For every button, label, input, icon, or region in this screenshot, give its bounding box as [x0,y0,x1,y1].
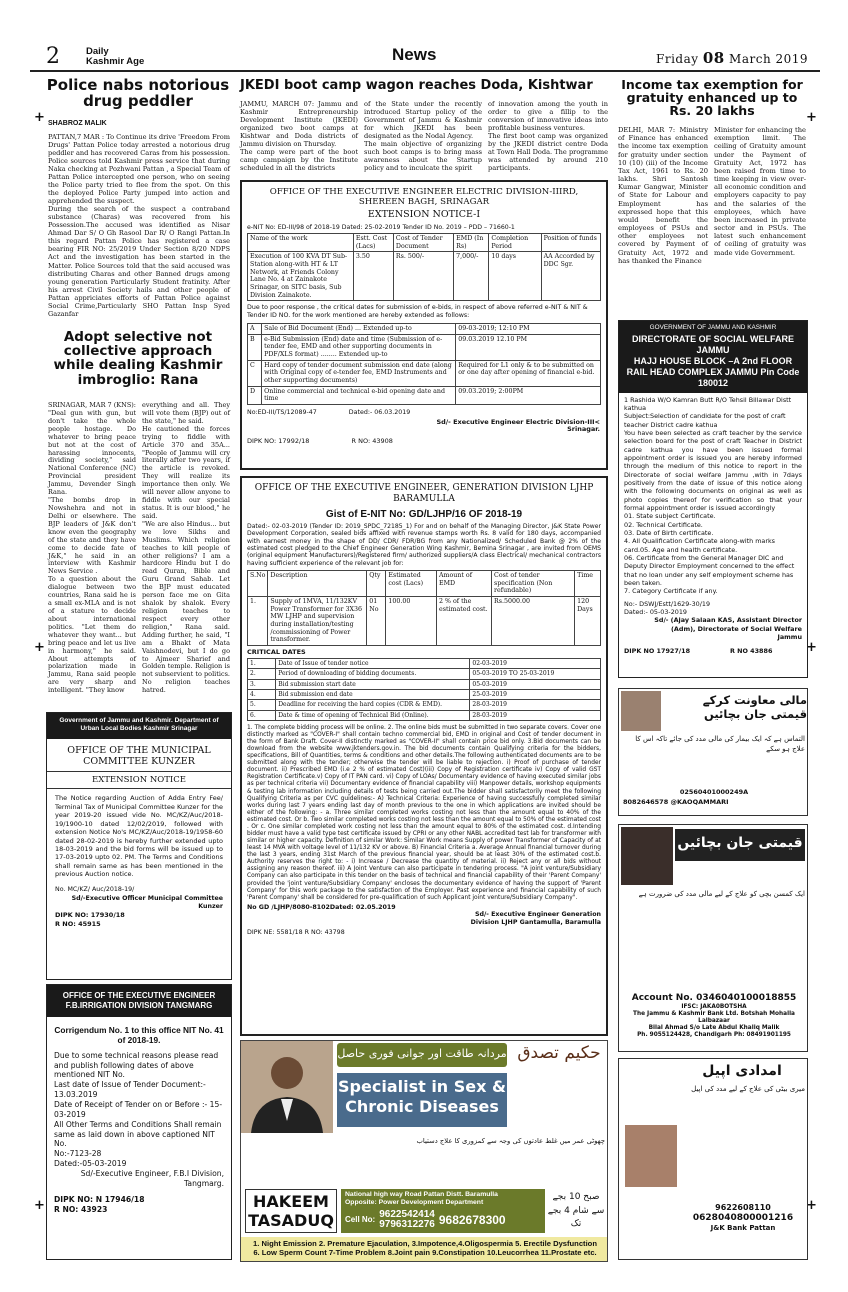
table-cell: Hard copy of tender document submission end date (along with Original copy of e-tender fee, EMD Instruments and other supporting documents) [262,360,456,386]
brand-line2: Kashmir Age [86,56,145,68]
table-cell: 6. [248,710,276,720]
table-header: Position of funds [541,234,600,252]
notice-social-text: Subject:Selection of candidate for the post of craft teacher District cadre kathua [624,412,786,429]
notice-kunzer-title: OFFICE OF THE MUNICIPAL COMMITTEE KUNZER [67,744,211,768]
notice-social-text: Dated:- 05-03-2019 [624,607,687,616]
hakeem-list2: 6. Low Sperm Count 7-Time Problem 8.Joint pain 9.Constipation 10.Leucorrhea 11.Prostate etc. [253,1248,597,1258]
story3-para: The main objective of organizing such boot camps is to bring mass awareness about the Startup policy and to inculcate the spirit [364,140,482,173]
notice-generation-no: No GD /LJHP/8080-8102Dated: 02.05.2019 [247,903,396,911]
appeal-ad-2 [618,824,808,1052]
hakeem-phone: 9682678300 [438,1212,506,1227]
notice-electric-note: Due to poor response , the critical dates for submission of e-bids, in respect of above referred e-NIT & NIT & Tender ID NO. for the work mentioned are hereby extended as follows: [247,304,588,320]
table-row [248,323,601,334]
crop-mark: + [34,640,45,655]
table-header: S.No [248,571,268,597]
hakeem-list1: 1. Night Emission 2. Premature Ejaculation, 3.Impotence,4.Oligospermia 5. Erectile Dysfunction [253,1239,597,1248]
story3-col3 [488,100,608,172]
notice-social-item: 7. Category Certificate if any. [624,587,718,596]
appeal3-bank: J&K Bank Pattan [710,1223,776,1232]
crop-mark: + [34,1198,45,1213]
brand-line1: Daily [86,46,109,57]
table-cell: 5. [248,700,276,710]
story2-para: "We are also Hindus... but we love Sikhs and Muslims. Which religion teaches to kill people of other religions? I am a hardcore Hindu but I do read Quran, Bible and Guru Grand Sahab. Let the BJP must educated person face me on Gita shalok by shalok. Every religion teaches to respect every other religion," Rana said. Adding further, he said, "I am a Bhakt of Mata Vaishnodevi, but I do go to Ajmeer Sharief and Golden temple. Religion is not subservient to politics. No religion teaches hatred. [142,519,230,695]
notice-electric [240,180,608,470]
table-row [248,710,601,720]
table-cell: 09.03.2019 12.10 PM [456,334,601,360]
notice-social-rno: R NO 43886 [730,647,773,656]
notice-electric-footer [242,405,606,417]
hakeem-addr1: National high way Road Pattan Distt. Baramulla [345,1191,498,1198]
hakeem-cell-label: Cell No: [345,1215,376,1225]
table-cell: Required for L1 only & to be submitted on or one day after opening of financial e-bid. [456,360,601,386]
table-cell: 02-03-2019 [470,658,601,668]
notice-generation [240,476,608,1036]
story2-para: To a question about the dialogue between two countries, Rana said he is a small ex-MLA and is not of a stature to decide about international politics. "Let them do whatever they want... but bring peace and let us live in harmony," he said. About attempts of polarization made in Jammu, Rana said people are very sharp and intelligent. "They know [48,575,136,695]
notice-social-dipk: DIPK NO 17927/18 [624,647,691,656]
appeal1-title: مالی معاونت کرکے قیمتی جان بچائیں [702,693,807,722]
appeal1-body: التماس ہے کہ ایک بیمار کی مالی مدد کی جائے تاکہ اس کا علاج ہو سکے [635,735,805,753]
notice-irrigation-rno: R NO: 43923 [54,1204,108,1214]
date-number: 08 [702,49,725,67]
table-header: Amount of EMD [436,571,491,597]
crop-mark: + [806,1198,817,1213]
table-header: Name of the work [248,234,354,252]
notice-social-item: 01. State subject Certificate. [624,512,716,521]
notice-kunzer-sign: Sd/-Executive Officer Municipal Committee Kunzer [71,895,223,911]
hakeem-phones [345,1210,541,1231]
notice-social-body [619,393,807,659]
notice-social-text: No:- DSWJ/Estt/1629-30/19 [624,599,711,608]
table-cell: C [248,360,262,386]
table-cell: 10 days [489,252,541,301]
table-header: Estimated cost (Lacs) [386,571,437,597]
table-cell: 120 Days [575,597,601,646]
table-cell: Online commercial and technical e-bid opening date and time [262,386,456,404]
notice-generation-terms: 1. The complete bidding process will be online. 2. The online bids must be submitted in two separate covers. Cover one distinctly marked as "COVER-I" shall contain techno commercial bid, EMD in original and Cost of tender document in the form of Bank Draft. Cover-II distinctly marked as "COVER-II" shall contain price bid only. 3.Bid documents can be download from the website www.jktenders.gov.in. The bid documents contain Qualifying criteria for the bidders, specifications, Bill of Quantities, terms & conditions and other details.The following authenticated documents are to be submitted along with the tender; otherwise the tender will be liable to rejection. i) Proof of purchase of tender document. ii) Prescribed EMD (i.e 2 % of estimated Cost)(iii) Copy of Registration certificate iv) Copy of valid GST Registration Certificate.v) Copy of IT PAN card. vi) Copy of LOAs/ Documentary evidence of having executed similar jobs as per technical criteria vii) Documentary evidence of financial capability viii) Manpower details, workshop equipments & testing lab information including details of tests being carried out.The bidder shall satisfactorily meet the following Qualifying Criteria as per CVC guidelines:- A) Technical Criteria: Experience of having successfully completed similar works during last 7 years ending last day of month previous to the one in which applications are invited should be either of the following: - a. Three similar completed works costing not less than the amount equal to 40% of the estimated cost. Or b. Two similar completed works costing not less than the amount equal to 50% of the estimated cost . Or c. One similar completed work costing not less than the amount equal to 80% of the estimated cost. d.Intending bidder must have a valid type test certificate issued by CPRI or any other NABL accredited test lab for transformer with similar or higher capacity. Definition of similar Work: Similar Work means Supply of power Transformer of Capacity of at least 14 MVA with voltage level of 11/132 KV or above. B) Financial Criteria a. Average Annual financial turnover during the last 3 years, ending 31st March of the previous financial year, should be at least 30% of the estimated cost.b. Authority reserves the right to: - i) Increase / Decrease the quantity of material. ii) Reject any or all bids without assigning any reason thereof. iii) A Joint Venture can also participate in tendering process. "A joint venture/Subsidiary Company can also participate in this tender on the basis of technical and financial capability of their 'Parent Company' provided the 'joint venture/Subsidiary Company' encloses the documentary evidence of having the support of 'Parent Company' for this work package to the satisfaction of the Employer. Past experience and financial capability of such 'Parent Company' shall be considered for pre-qualification of such Applicant joint venture/Subsidiary Company". [247,724,601,901]
notice-kunzer-rno: R NO: 45915 [55,919,101,928]
table-cell: 1. [248,597,268,646]
notice-irrigation-text: Date of Receipt of Tender on or Before :- 15-03-2019 [54,1100,223,1119]
story2-headline: Adopt selective not collective approach while dealing Kashmir imbroglio: Rana [53,329,223,388]
notice-generation-dates-table [247,658,601,721]
appeal3-body: میری بیٹی کی علاج کے لیے مدد کی اپیل [691,1085,805,1093]
critical-dates-label: CRITICAL DATES [247,648,306,657]
hakeem-head1: Specialist in Sex & [338,1077,506,1096]
hakeem-photo [241,1041,333,1133]
story1-headline: Police nabs notorious drug peddler [46,76,230,110]
story2-col2 [142,402,230,695]
hakeem-phone: 9622542414 [379,1208,435,1220]
table-cell: 01 No [367,597,386,646]
hakeem-phone: 9796312276 [379,1219,435,1231]
table-cell: Deadline for receiving the hard copies (CDR & EMD). [276,700,470,710]
hakeem-head2: Chronic Diseases [345,1096,499,1116]
notice-social-sign: Sd/- (Ajay Salaan KAS, Assistant Director (Adm), Directorate of Social Welfare Jammu [654,616,802,641]
table-header: EMD (In Rs) [454,234,489,252]
table-header-row [248,571,601,597]
table-cell: 7,000/- [454,252,489,301]
table-cell: 09.03.2019; 2:00PM [456,386,601,404]
appeal2-body: ایک کمسن بچی کو علاج کے لیے مالی مدد کی ضرورت ہے [638,890,805,898]
table-row [248,386,601,404]
table-header: Time [575,571,601,597]
notice-social-item: 02. Technical Certificate. [624,520,703,529]
table-cell: 100.00 [386,597,437,646]
notice-generation-title: OFFICE OF THE EXECUTIVE ENGINEER, GENERATION DIVISION LJHP BARAMULLA [254,483,594,504]
hakeem-timing: صبح 10 بجے سے شام 4 بجے تک [547,1192,605,1229]
table-cell: D [248,386,262,404]
notice-irrigation [46,984,232,1260]
brand-logo [86,47,144,68]
notice-social-gov: GOVERNMENT OF JAMMU AND KASHMIR [649,324,777,331]
appeal3-account: 0628040800001216 [692,1212,794,1223]
patient-photo [621,827,673,885]
story3-para: JAMMU, MARCH 07: Jammu and Kashmir Entrepreneurship Development Institute (JKEDI) organized two boot camps at Kishtwar and Doda districts of Jammu division on Thursday. [240,100,358,149]
notice-kunzer-gov: Government of Jammu and Kashmir. Department of Urban Local Bodies Kashmir Srinagar [59,717,219,732]
notice-kunzer-no: No. MC/KZ/ Auc/2018-19/ [55,885,135,893]
story4-headline: Income tax exemption for gratuity enhanced up to Rs. 20 lakhs [621,77,803,119]
story3-para: The first boot camp was organized by the JKEDI district centre Doda at Town Hall Doda. The programme was attended by around 210 participants. [488,132,608,173]
notice-electric-refs [242,436,606,448]
story2-para: SRINAGAR, MAR 7 (KNS): "Deal gun with gun, but don't take the whole people hostage. Do whatever to bring peace but not at the cost of harassing innocents, dividing society," said National Conference (NC) Provincial president Jammu, Devender Singh Rana. [48,401,136,497]
notice-electric-sign: Sd/- Executive Engineer Electric Division-III< Srinagar. [436,417,600,434]
table-cell: 3. [248,679,276,689]
appeal1-account: 02560401000249A [679,788,749,796]
hakeem-ad [240,1040,608,1262]
story3-para: The camp were part of the boot camp campaign by the Institute scheduled in all the districts [240,148,358,173]
hakeem-headline [337,1073,507,1127]
appeal3-contact [681,1203,805,1232]
table-cell: Date of Issue of tender notice [276,658,470,668]
crop-mark: + [806,110,817,125]
table-cell: 05-03-2019 [470,679,601,689]
story2-col1 [48,402,136,695]
story4-col1: DELHI, MAR 7: Ministry of Finance has enhanced the income tax exemption for gratuity under section 10 (10) (iii) of the Income Tax Act, 1961 to Rs. 20 lakhs. Shri Santosh Kumar Gangwar, Minister of State for Labour and Employment has expressed hope that this would benefit the employees of PSUs and other employees not covered by Payment of Gratuity Act, 1972 and has thanked the Finance [618,126,708,265]
notice-electric-dipk: DIPK NO: 17992/18 [247,437,310,446]
story3-headline: JKEDI boot camp wagon reaches Doda, Kishtwar [240,78,593,93]
appeal2-title: قیمتی جان بچائیں [677,835,803,851]
story3-col2 [364,100,482,172]
notice-irrigation-content [47,1051,231,1215]
appeal2-account: Account No. 0346040100018855 [631,993,797,1003]
notice-electric-subtitle: EXTENSION NOTICE-I [367,208,481,220]
table-cell: AA Accorded by DDC Sgr. [541,252,600,301]
hakeem-brand1: HAKEEM [253,1192,329,1211]
notice-irrigation-title: OFFICE OF THE EXECUTIVE ENGINEER F.B.IRRIGATION DIVISION TANGMARG [47,985,231,1017]
month-year: March 2019 [729,52,809,66]
notice-generation-sign: Sd/- Executive Engineer Generation Division LJHP Gantamulla, Baramulla [470,911,601,927]
person-photo-icon [241,1041,333,1133]
crop-mark: + [34,110,45,125]
section-title: News [392,45,437,64]
story1-byline: SHABROZ MALIK [48,120,107,127]
notice-irrigation-text: Dated:-05-03-2019 [54,1159,127,1169]
notice-irrigation-text: Due to some technical reasons please read and publish following dates of above mentioned NIT No. [54,1050,219,1080]
table-cell: Rs. 500/- [393,252,453,301]
hakeem-brand [245,1189,337,1233]
table-header: Cost of Tender Document [393,234,453,252]
hakeem-brand2: TASADUQ [248,1211,334,1231]
story3-para: of the State under the recently introduced Startup policy of the Government of Jammu & Kashmir for which JKEDI has been designated as the Nodal Agency. [364,100,482,141]
notice-irrigation-text: All Other Terms and Conditions Shall remain same as laid down in above captioned NIT No. [54,1119,222,1149]
table-cell: Rs.5000.00 [492,597,575,646]
hakeem-addr2: Opposite: Power Development Department [345,1199,484,1207]
story1-para: During the search of the suspect a contraband substance (Charas) was recovered from his Possession.The accused was identified as Nisar Ahmad Dar S/ O Gh Rasool Dar R/ O Rangi Pattan.In this regard Pattan Police has registered a case bearing FIR NO: 25/2019 Under Section 8/20 NDPS Act and the investigation has been started in the Matter. Police Sources told that the said accused was distributing Charas and other Banned drugs among young generation Particularly Student fratinity. After his arrest Civil Society hails and other people of Pattan appriciates efforts of Pattan Police against Social Crime,Particularly SHO Pattan Insp Syed Gazanfar [48,205,230,318]
notice-generation-work-table [247,570,601,646]
notice-electric-work-table [247,233,601,301]
table-cell: 05-03-2019 TO 25-03-2019 [470,669,601,679]
table-row [248,658,601,668]
notice-electric-rno: R NO: 43908 [351,437,393,446]
appeal-ad-1 [618,688,808,816]
story3-col1 [240,100,358,172]
page-number: 2 [46,44,60,69]
notice-generation-intro: Dated:- 02-03-2019 (Tender ID: 2019_SPDC_72185_1) For and on behalf of the Managing Director, J&K State Power Development Corporation, sealed bids affixed with revenue stamps worth Rs. 8 valid for 180 days, accompanied with earnest money in the shape of DD/ CDR/ FDR/BG from any Nationalized/ Scheduled Bank @ 2% of the estimated cost pledged to the Chief Engineer Generation Wing Kashmir, Bemina Srinagar , are invited from OEMS (original equipment Manufacturers)/Registered firm/ authorized suppliers/A class Electrical/ mechanical contractors having sufficient experience of the relevant job for: [247,523,601,567]
table-row [248,252,601,301]
hakeem-treatments [241,1237,608,1262]
table-cell: 25-03-2019 [470,689,601,699]
appeal-ad-3 [618,1058,808,1260]
story2-para: He cautioned the forces trying to fiddle with Article 370 and 35A... "People of Jammu will cry literally after two years, if the article is revoked. They will realize its importance then only. We will never allow anyone to fiddle with our special status. It is our blood," he said. [142,424,230,520]
notice-kunzer [46,712,232,980]
appeal1-phone: 8082646578 @KAOQAMMARI [623,798,729,806]
appeal2-name: Bilal Ahmad S/o Late Abdul Khaliq Malik [648,1025,780,1032]
story4-col2: Minister for enhancing the exemption limit. The ceiling of Gratuity amount under the Payment of Gratuity Act, 1972 has been raised from time to time keeping in view over-all economic condition and employers capacity to pay and the salaries of the employees, which have been increased in private sector and in PSUs. The latest such enhancement of ceiling of gratuity was made vide Government. [714,126,806,257]
day: Friday [656,52,699,66]
table-cell: Date & time of opening of Technical Bid (Online). [276,710,470,720]
dateline [656,49,808,67]
hakeem-urdu-name: حکیم تصدق [517,1043,601,1063]
notice-social-item: 03. Date of Birth certificate. [624,528,714,537]
story2-para: "The bombs drop in Nowshehra and not in Delhi or elsewhere. The BJP leaders of J&K don't know even the geography of the state and they have come to decide fate of J&K," he said in an interview with Kashmir News Service . [48,496,136,576]
table-cell: 28-03-2019 [470,710,601,720]
table-cell: 4. [248,689,276,699]
notice-social-text: 1 Rashida W/O Kamran Butt R/O Tehsil Billawar Distt kathua [624,395,792,412]
table-cell: Sale of Bid Document (End) ... Extended up-to [262,323,456,334]
table-cell: A [248,323,262,334]
notice-electric-dates-table [247,323,601,405]
story1-body [48,133,230,318]
table-row [248,360,601,386]
table-row [248,700,601,710]
patient-photo [621,691,661,731]
table-header: Description [268,571,367,597]
appeal2-ifsc: IFSC: JAKA0BOTSHA [681,1003,747,1010]
table-cell: 1. [248,658,276,668]
crop-mark: + [806,640,817,655]
notice-social [618,320,808,678]
table-header: Qty [367,571,386,597]
appeal3-phone: 9622608110 [715,1203,771,1212]
notice-irrigation-sub: Corrigendum No. 1 to this office NIT No. 41 of 2018-19. [54,1024,224,1045]
notice-social-addr: HAJJ HOUSE BLOCK –A 2nd FLOOR RAIL HEAD COMPLEX JAMMU Pin Code 180012 [626,355,800,388]
table-row [248,669,601,679]
table-header: Cost of tender specification (Non refundable) [492,571,575,597]
notice-social-text: You have been selected as craft teacher by the service selection board for the post of craft Teacher in District cadre kathua you have been issued formal appointment order is issued you are hereby informed through the medium of this notice to report in the Directorate of social welfare Jammu ,with in 7days positively from the date of issue of this notice along with the following documents on original as well as photo copies thereof for verification so that your formal appointment order is issued accordingly [624,428,802,512]
appeal2-bank: The Jammu & Kashmir Bank Ltd. Botshah Mohalla Lalbazaar [633,1011,795,1025]
appeal2-phone: Ph. 9055124428, Chandigarh Ph: 08491901195 [637,1032,791,1039]
notice-irrigation-dipk: DIPK NO: N 17946/18 [54,1194,145,1204]
hakeem-urdu-top: مردانہ طاقت اور جوانی فوری حاصل [337,1043,507,1067]
notice-kunzer-header [47,713,231,739]
table-cell: 3.50 [353,252,393,301]
table-cell: Bid submission end date [276,689,470,699]
notice-irrigation-text: No:-7123-28 [54,1149,102,1159]
appeal3-title: امدادی اپیل [702,1063,782,1079]
hakeem-phone-stack [379,1210,435,1231]
story3-para: of innovation among the youth in order to give a fillip to the conversion of innovative ideas into profitable business ventures. [488,100,608,133]
appeal2-banner [675,829,805,861]
table-cell: Supply of 1MVA, 11/132KV Power Transformer for 3X36 MW LJHP and supervision during installation/testing /commissioning of Power transformer. [268,597,367,646]
notice-irrigation-text: Last date of Issue of Tender Document:- 13.03.2019 [54,1080,206,1100]
table-header-row [248,234,601,252]
table-row [248,689,601,699]
table-cell: 09-03-2019; 12:10 PM [456,323,601,334]
table-row [248,334,601,360]
notice-kunzer-body: The Notice regarding Auction of Adda Entry Fee/ Terminal Tax of Municipal Committee Kunzer for the year 2019-20 issued vide No. MC/KZ/Auc/2018-19/1900-10 dated 12/02/2019, followed with extension Notice No's MC/KZ/Auc/2018-19/1958-60 dated 28-02-2019 is hereby further extended upto 18-03-2019 and the bid forms will be issued up to 17-03-2019 upto 02. PM. The Terms and Conditions shall remain same as has been mentioned in the previous Auction notice. [55,794,223,879]
table-row [248,597,601,646]
table-cell: Execution of 100 KVA DT Sub-Station along-with HT & LT Network, at Friends Colony Lane No. 4 at Zainakote Srinagar, on SITC basis, Sub Division Zainakote. [248,252,354,301]
notice-irrigation-sign: Sd/-Executive Engineer, F.B.I Division, Tangmarg. [80,1169,224,1188]
notice-kunzer-subtitle: EXTENSION NOTICE [47,771,231,789]
table-cell: 28-03-2019 [470,700,601,710]
story1-para: PATTAN,7 MAR : To Continue its drive 'Freedom From Drugs' Pattan Police today arrested a notorious drug peddler and has recovered Caras from his possession. Police sources told Kashmir press service that during Naka checking at Pozhwani Pattan , a Special Team of Pattan Police intercepted one person, who on seeing the Police party tried to flee from the spot. On this the deployed Police Party jumped into action and apprehended the suspect. [48,133,230,206]
hakeem-contact [341,1189,545,1233]
appeal2-bank-block [623,993,805,1039]
table-cell: Period of downloading of bidding documents. [276,669,470,679]
notice-social-refs [624,647,802,655]
hakeem-urdu-body: چھوٹی عمر میں غلط عادتوں کی وجہ سے کمزوری کا علاج دستیاب [416,1137,605,1145]
table-cell: e-Bid Submission (End) date and time (Submission of e-tender fee, EMD and other supporting documents in PDF/XLS format) ........ Extended up-to [262,334,456,360]
notice-kunzer-dipk: DIPK NO: 17930/18 [55,910,125,919]
notice-electric-dated: Dated:- 06.03.2019 [348,408,411,416]
story2-para: everything and all. They will vote them (BJP) out of the state," he said. [142,401,230,425]
notice-social-item: 4. All Qualification Certificate along-with marks card.05. Age and health certificate. [624,537,775,554]
notice-electric-no: No:ED-III/TS/12089-47 [247,408,317,416]
notice-social-header [619,321,807,393]
table-cell: B [248,334,262,360]
table-header: Completion Period [489,234,541,252]
table-header: Estt. Cost (Lacs) [353,234,393,252]
patient-photo [625,1125,677,1187]
notice-electric-title: OFFICE OF THE EXECUTIVE ENGINEER ELECTRIC DIVISION-IIIRD, SHEREEN BAGH, SRINAGAR [269,187,579,208]
table-cell: 2. [248,669,276,679]
table-cell: 2 % of the estimated cost. [436,597,491,646]
table-cell: Bid submission start date [276,679,470,689]
notice-generation-subtitle: Gist of E-NIT No: GD/LJHP/16 OF 2018-19 [325,508,523,520]
notice-electric-ref: e-NIT No: ED-III/98 of 2018-19 Dated: 25-02-2019 Tender ID No. 2019 – PDD – 71660-1 [247,223,515,231]
notice-generation-dipk: DIPK NE: 5581/18 R NO: 43798 [247,928,345,936]
table-row [248,679,601,689]
notice-social-item: 06. Certificate from the General Manager DIC and Deputy Director Employment concerned to the effect that no loan under any self employment scheme has been taken. [624,553,795,587]
notice-social-title: DIRECTORATE OF SOCIAL WELFARE JAMMU [631,333,794,355]
